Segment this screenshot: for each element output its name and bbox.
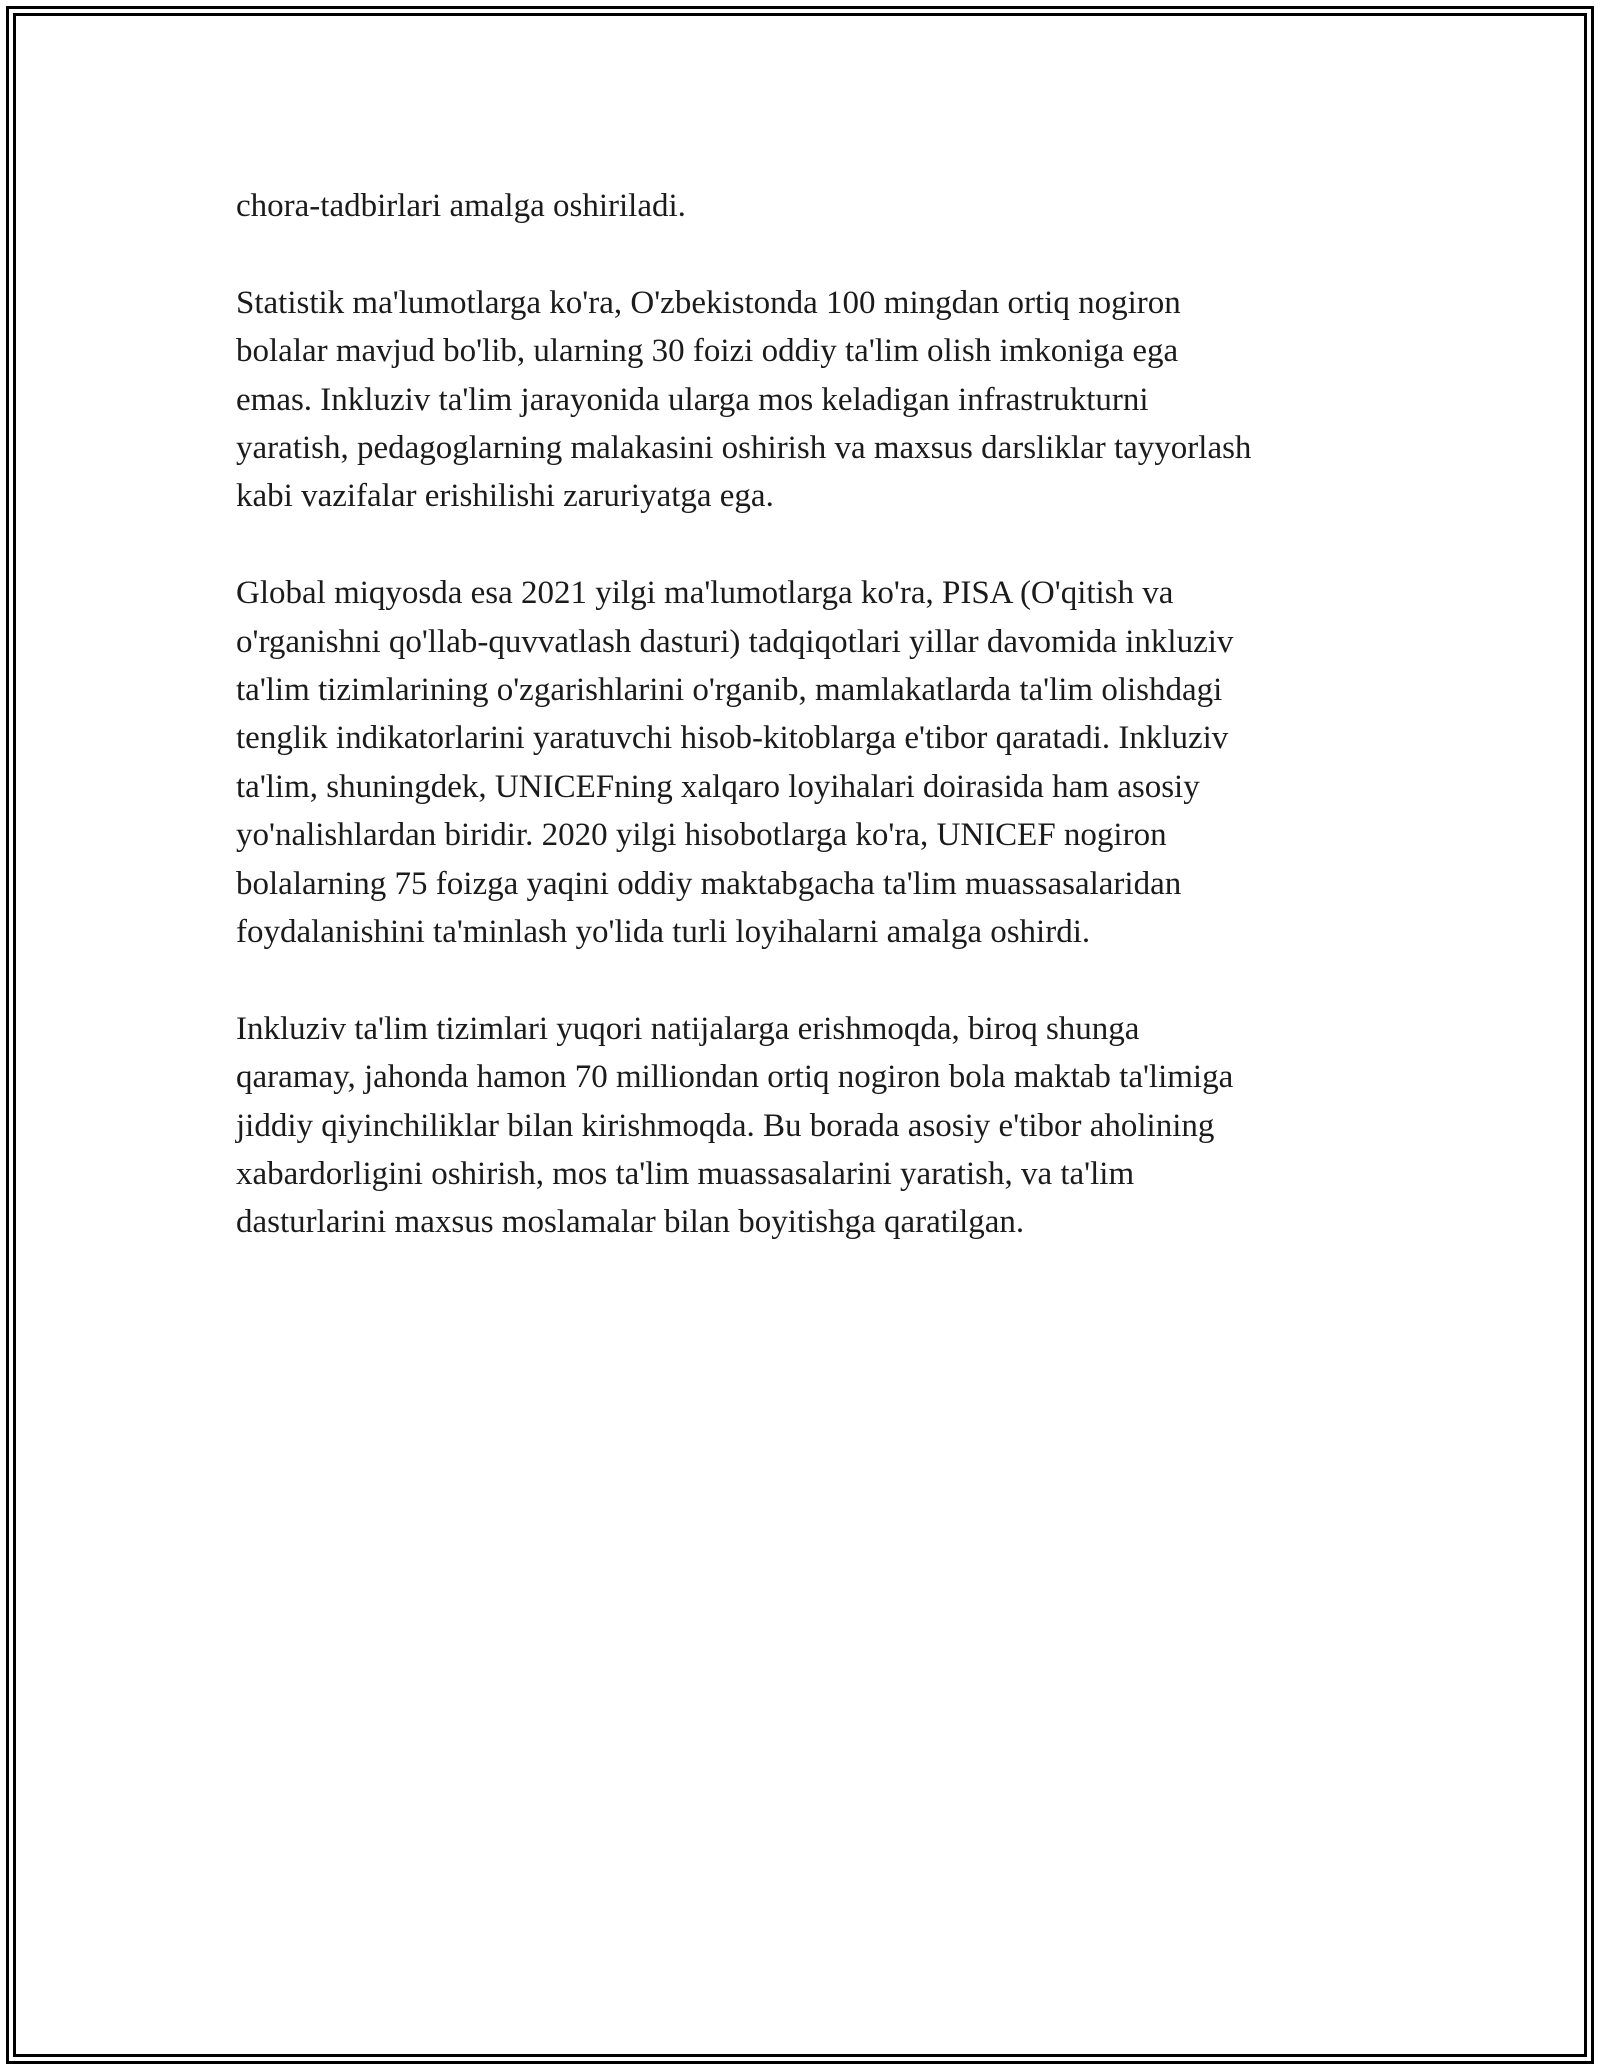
paragraph: Inkluziv ta'lim tizimlari yuqori natijalarga erishmoqda, biroq shunga qaramay, jahonda hamon 70 milliondan ortiq nogiron bola maktab ta'limiga jiddiy qiyinchiliklar bilan kirishmoqda. Bu borada asosiy e'tibor aholining xabardorligini oshirish, mos ta'lim muassasalarini yaratish, va ta'lim dasturlarini maxsus moslamalar bilan boyitishga qaratilgan. <box>236 1010 1234 1241</box>
paragraph: chora-tadbirlari amalga oshiriladi. <box>236 188 686 224</box>
paragraph: Global miqyosda esa 2021 yilgi ma'lumotlarga ko'ra, PISA (O'qitish va o'rganishni qo'llab-quvvatlash dasturi) tadqiqotlari yillar davomida inkluziv ta'lim tizimlarining o'zgarishlarini o'rganib, mamlakatlarda ta'lim olishdagi tenglik indikatorlarini yaratuvchi hisob-kitoblarga e'tibor qaratadi. Inkluziv ta'lim, shuningdek, UNICEFning xalqaro loyihalari doirasida ham asosiy yo'nalishlardan biridir. 2020 yilgi hisobotlarga ko'ra, UNICEF nogiron bolalarning 75 foizga yaqini oddiy maktabgacha ta'lim muassasalaridan foydalanishini ta'minlash yo'lida turli loyihalarni amalga oshirdi. <box>236 575 1234 951</box>
document-body <box>236 182 1396 1295</box>
paragraph: Statistik ma'lumotlarga ko'ra, O'zbekistonda 100 mingdan ortiq nogiron bolalar mavjud bo'lib, ularning 30 foizi oddiy ta'lim olish imkoniga ega emas. Inkluziv ta'lim jarayonida ularga mos keladigan infrastrukturni yaratish, pedagoglarning malakasini oshirish va maxsus darsliklar tayyorlash kabi vazifalar erishilishi zaruriyatga ega. <box>236 284 1252 515</box>
